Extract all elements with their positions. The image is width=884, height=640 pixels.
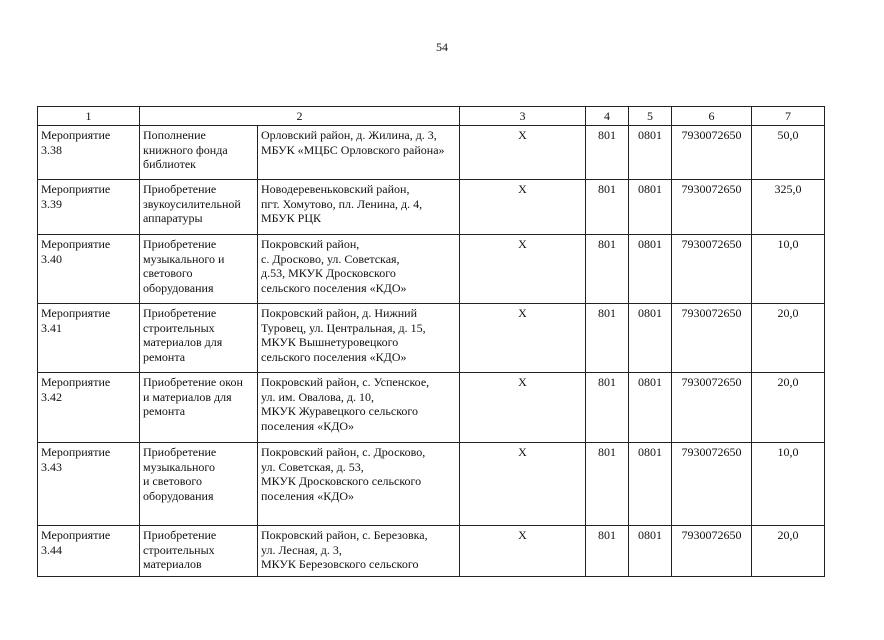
value-cell: 20,0 — [752, 304, 825, 373]
location-cell: Покровский район, д. Нижний Туровец, ул. Центральная, д. 15, МКУК Вышнетуровецкого сельского поселения «КДО» — [258, 304, 460, 373]
column-header-2: 2 — [140, 107, 460, 126]
code-cell: 7930072650 — [672, 526, 752, 577]
description-cell: Приобретение строительных материалов — [140, 526, 258, 577]
budget-table — [37, 106, 825, 577]
location-cell: Новодеревеньковский район, пгт. Хомутово, пл. Ленина, д. 4, МБУК РЦК — [258, 180, 460, 235]
column-header-7: 7 — [752, 107, 825, 126]
column-header-3: 3 — [460, 107, 586, 126]
value-cell: 10,0 — [752, 443, 825, 526]
description-cell: Приобретение звукоусилительной аппаратуры — [140, 180, 258, 235]
code-cell: 7930072650 — [672, 126, 752, 180]
col3-cell: Х — [460, 180, 586, 235]
col3-cell: Х — [460, 526, 586, 577]
col3-cell: Х — [460, 304, 586, 373]
column-header-1: 1 — [38, 107, 140, 126]
col3-cell: Х — [460, 373, 586, 443]
col5-cell: 0801 — [629, 373, 672, 443]
column-header-6: 6 — [672, 107, 752, 126]
measure-cell: Мероприятие 3.44 — [38, 526, 140, 577]
description-cell: Приобретение строительных материалов для ремонта — [140, 304, 258, 373]
table-row — [38, 126, 825, 180]
value-cell: 325,0 — [752, 180, 825, 235]
col3-cell: Х — [460, 443, 586, 526]
table-row — [38, 180, 825, 235]
col5-cell: 0801 — [629, 126, 672, 180]
value-cell: 20,0 — [752, 526, 825, 577]
location-cell: Покровский район, с. Березовка, ул. Лесная, д. 3, МКУК Березовского сельского — [258, 526, 460, 577]
table-header-row — [38, 107, 825, 126]
column-header-4: 4 — [586, 107, 629, 126]
location-cell: Покровский район, с. Дросково, ул. Советская, д. 53, МКУК Дросковского сельского поселения «КДО» — [258, 443, 460, 526]
col5-cell: 0801 — [629, 304, 672, 373]
value-cell: 50,0 — [752, 126, 825, 180]
measure-cell: Мероприятие 3.40 — [38, 235, 140, 304]
col4-cell: 801 — [586, 373, 629, 443]
description-cell: Приобретение музыкального и светового оборудования — [140, 235, 258, 304]
location-cell: Орловский район, д. Жилина, д. 3, МБУК «МЦБС Орловского района» — [258, 126, 460, 180]
value-cell: 10,0 — [752, 235, 825, 304]
code-cell: 7930072650 — [672, 235, 752, 304]
location-cell: Покровский район, с. Успенское, ул. им. Овалова, д. 10, МКУК Журавецкого сельского поселения «КДО» — [258, 373, 460, 443]
table-row — [38, 526, 825, 577]
col4-cell: 801 — [586, 526, 629, 577]
measure-cell: Мероприятие 3.41 — [38, 304, 140, 373]
col5-cell: 0801 — [629, 443, 672, 526]
description-cell: Пополнение книжного фонда библиотек — [140, 126, 258, 180]
page-number: 54 — [436, 40, 448, 54]
col3-cell: Х — [460, 235, 586, 304]
col5-cell: 0801 — [629, 526, 672, 577]
table-row — [38, 443, 825, 526]
description-cell: Приобретение музыкального и светового оборудования — [140, 443, 258, 526]
col4-cell: 801 — [586, 304, 629, 373]
col5-cell: 0801 — [629, 235, 672, 304]
code-cell: 7930072650 — [672, 443, 752, 526]
col5-cell: 0801 — [629, 180, 672, 235]
table-row — [38, 235, 825, 304]
col4-cell: 801 — [586, 235, 629, 304]
measure-cell: Мероприятие 3.42 — [38, 373, 140, 443]
col4-cell: 801 — [586, 180, 629, 235]
location-cell: Покровский район, с. Дросково, ул. Советская, д.53, МКУК Дросковского сельского поселения «КДО» — [258, 235, 460, 304]
code-cell: 7930072650 — [672, 304, 752, 373]
measure-cell: Мероприятие 3.43 — [38, 443, 140, 526]
measure-cell: Мероприятие 3.39 — [38, 180, 140, 235]
column-header-5: 5 — [629, 107, 672, 126]
col3-cell: Х — [460, 126, 586, 180]
code-cell: 7930072650 — [672, 180, 752, 235]
code-cell: 7930072650 — [672, 373, 752, 443]
measure-cell: Мероприятие 3.38 — [38, 126, 140, 180]
table-row — [38, 304, 825, 373]
col4-cell: 801 — [586, 126, 629, 180]
value-cell: 20,0 — [752, 373, 825, 443]
col4-cell: 801 — [586, 443, 629, 526]
table-row — [38, 373, 825, 443]
description-cell: Приобретение окон и материалов для ремонта — [140, 373, 258, 443]
